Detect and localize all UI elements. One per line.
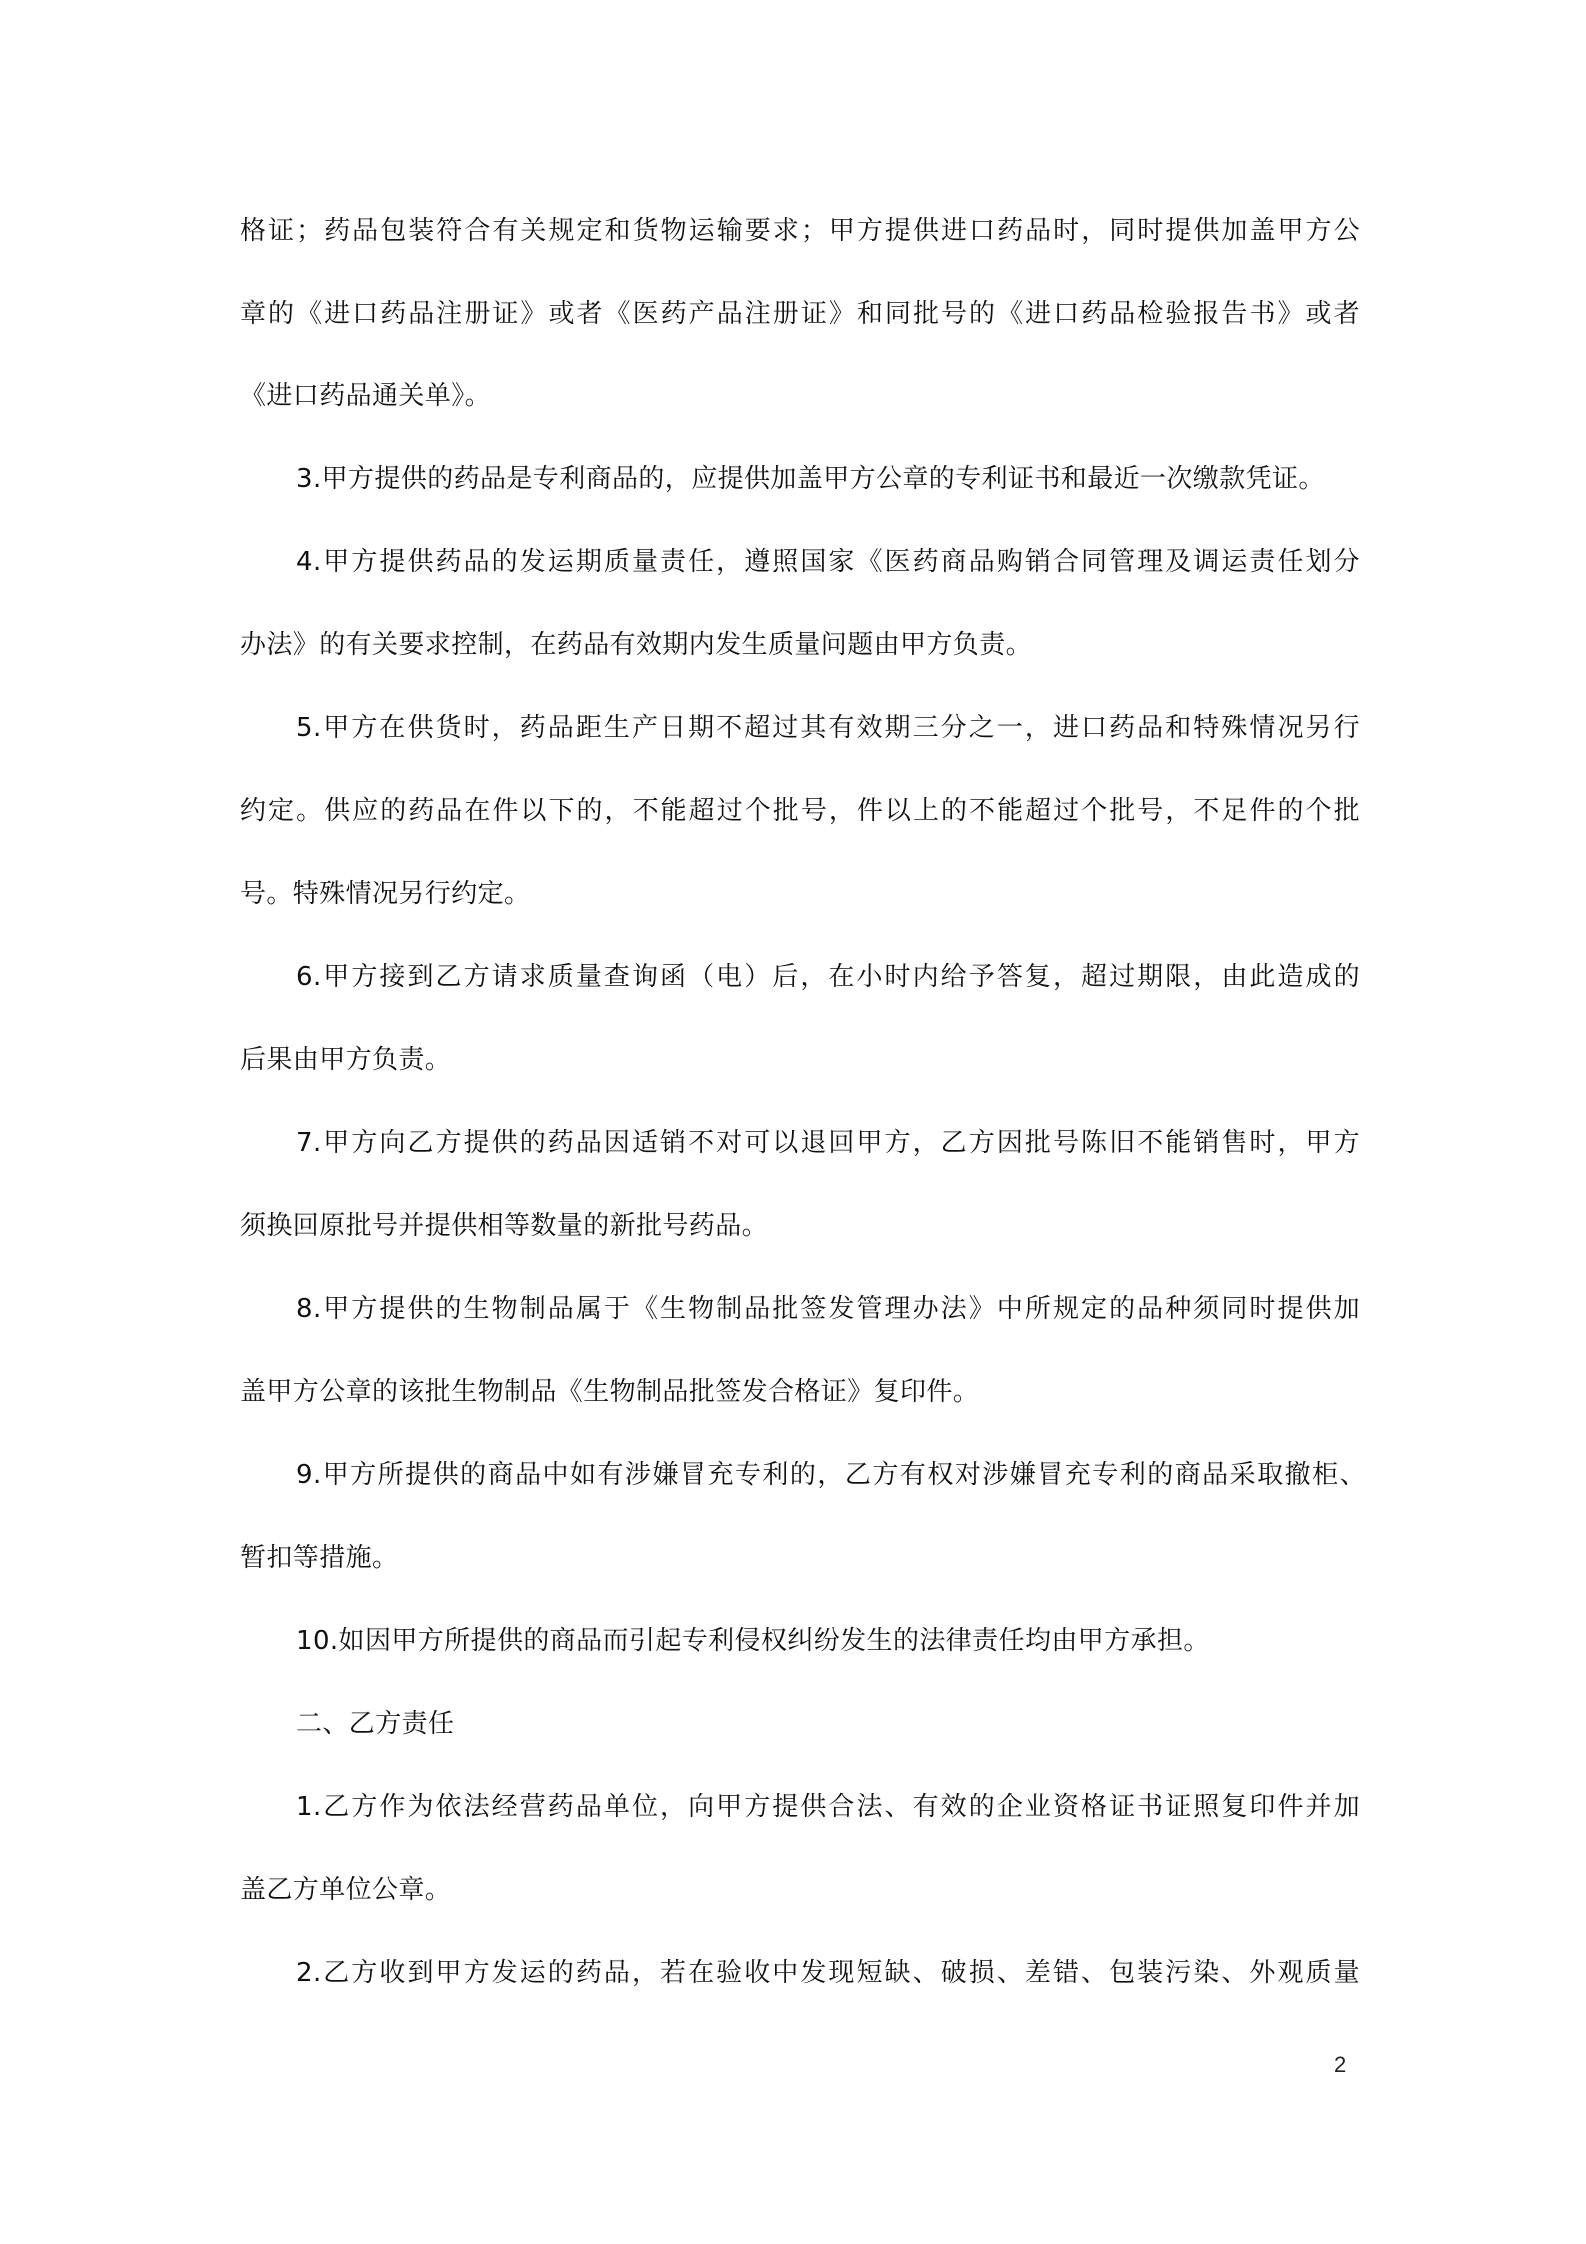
- text-line: 7.甲方向乙方提供的药品因适销不对可以退回甲方，乙方因批号陈旧不能销售时，甲方: [296, 1128, 1360, 1158]
- text-line: 办法》的有关要求控制，在药品有效期内发生质量问题由甲方负责。: [240, 630, 1033, 660]
- text-line: 章的《进口药品注册证》或者《医药产品注册证》和同批号的《进口药品检验报告书》或者: [240, 299, 1360, 329]
- text-line: 4.甲方提供药品的发运期质量责任，遵照国家《医药商品购销合同管理及调运责任划分: [296, 547, 1360, 577]
- section-heading: 二、乙方责任: [296, 1709, 455, 1739]
- text-line: 1.乙方作为依法经营药品单位，向甲方提供合法、有效的企业资格证书证照复印件并加: [296, 1792, 1360, 1822]
- text-line: 9.甲方所提供的商品中如有涉嫌冒充专利的，乙方有权对涉嫌冒充专利的商品采取撤柜、: [296, 1460, 1366, 1490]
- text-line: 6.甲方接到乙方请求质量查询函（电）后，在小时内给予答复，超过期限，由此造成的: [296, 962, 1360, 992]
- text-line: 格证；药品包装符合有关规定和货物运输要求；甲方提供进口药品时，同时提供加盖甲方公: [240, 216, 1360, 246]
- text-line: 暂扣等措施。: [240, 1543, 399, 1573]
- text-line: 10.如因甲方所提供的商品而引起专利侵权纠纷发生的法律责任均由甲方承担。: [296, 1626, 1210, 1656]
- text-line: 5.甲方在供货时，药品距生产日期不超过其有效期三分之一，进口药品和特殊情况另行: [296, 713, 1360, 743]
- text-line: 8.甲方提供的生物制品属于《生物制品批签发管理办法》中所规定的品种须同时提供加: [296, 1294, 1360, 1324]
- text-line: 2.乙方收到甲方发运的药品，若在验收中发现短缺、破损、差错、包装污染、外观质量: [296, 1958, 1360, 1988]
- text-line: 《进口药品通关单》。: [240, 381, 492, 411]
- text-line: 盖乙方单位公章。: [240, 1875, 452, 1905]
- text-line: 后果由甲方负责。: [240, 1045, 452, 1075]
- text-line: 盖甲方公章的该批生物制品《生物制品批签发合格证》复印件。: [240, 1377, 980, 1407]
- text-line: 号。特殊情况另行约定。: [240, 879, 531, 909]
- text-line: 须换回原批号并提供相等数量的新批号药品。: [240, 1211, 769, 1241]
- page-number: 2: [1334, 2052, 1347, 2077]
- text-line: 3.甲方提供的药品是专利商品的，应提供加盖甲方公章的专利证书和最近一次缴款凭证。: [296, 464, 1325, 494]
- text-line: 约定。供应的药品在件以下的，不能超过个批号，件以上的不能超过个批号，不足件的个批: [240, 796, 1360, 826]
